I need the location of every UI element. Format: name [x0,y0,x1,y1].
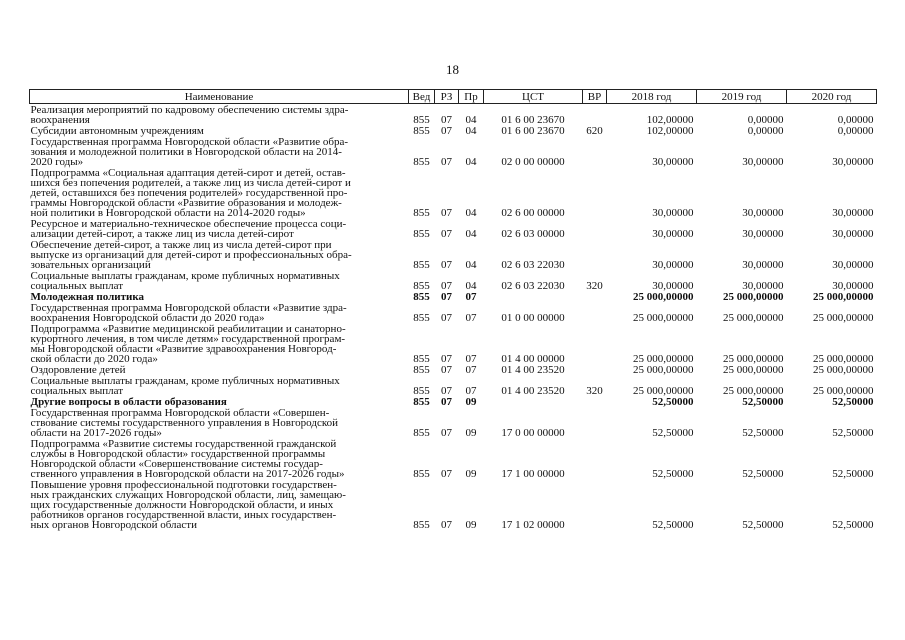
cell-2019: 52,50000 [742,468,784,480]
cell-name-line: Ресурсное и материально-техническое обеспечение процесса соци- [30,218,347,230]
cell-2020: 30,00000 [832,280,874,292]
cell-2018: 52,50000 [652,519,694,531]
table-row [30,125,877,136]
cell-2019: 30,00000 [742,259,784,271]
cell-rz: 07 [441,396,452,408]
cell-rz: 07 [441,125,452,137]
cell-pr: 07 [465,385,477,397]
cell-2020: 30,00000 [832,207,874,219]
cell-pr: 09 [465,519,477,531]
cell-pr: 09 [465,468,477,480]
cell-pr: 09 [465,396,477,408]
table-row [30,218,877,239]
table-row [30,364,877,375]
cell-cst [484,291,583,302]
cell-name-line: Подпрограмма «Развитие системы государственной гражданской [30,438,337,450]
cell-name-line: ской области до 2020 года» [30,353,158,365]
header-rz: РЗ [435,90,459,104]
cell-rz: 07 [441,291,452,303]
cell-2018: 25 000,00000 [633,364,694,376]
cell-rz: 07 [441,385,452,397]
cell-ved: 855 [413,291,430,303]
cell-ved: 855 [413,519,430,531]
header-2018: 2018 год [607,90,697,104]
cell-pr: 09 [465,427,477,439]
cell-2020: 25 000,00000 [813,364,874,376]
cell-name-line: зовательных организаций [30,259,151,271]
page-number: 18 [446,62,459,77]
cell-name-line: Государственная программа Новгородской области «Развитие здра- [30,302,347,314]
cell-name-line: детей, оставшихся без попечения родителей» государственной про- [30,187,348,199]
cell-2020: 52,50000 [832,519,874,531]
cell-2019: 25 000,00000 [723,385,784,397]
cell-rz: 07 [441,427,452,439]
cell-name-line: воохранения Новгородской области до 2020 года» [30,312,265,324]
cell-vr [583,396,607,407]
cell-ved: 855 [413,280,430,292]
table-row [30,291,877,302]
cell-name-line: Государственная программа Новгородской области «Совершен- [30,407,330,419]
cell-name-line: области на 2017-2026 годы» [30,427,162,439]
cell-2019: 30,00000 [742,280,784,292]
cell-name-line: щих государственные должности Новгородской области, и иных [30,499,334,511]
cell-name-line: курортного лечения, в том числе детям» государственной програм- [30,333,346,345]
cell-name-line: ных органов Новгородской области [30,519,197,531]
cell-2019: 25 000,00000 [723,353,784,365]
cell-vr [583,167,607,218]
header-2020: 2020 год [787,90,877,104]
cell-rz: 07 [441,312,452,324]
cell-name-line: Государственная программа Новгородской области «Развитие обра- [30,136,348,148]
cell-2020: 25 000,00000 [813,291,874,303]
cell-vr [583,239,607,270]
cell-vr [583,364,607,375]
cell-vr [583,136,607,167]
table-row [30,323,877,364]
cell-name-line: шихся без попечения родителей, а также лиц из числа детей-сирот и [30,177,351,189]
cell-2018: 102,00000 [646,114,694,126]
table-header-row [30,90,877,104]
cell-vr: 320 [586,385,603,397]
cell-2018: 30,00000 [652,156,694,168]
cell-vr [583,438,607,479]
cell-2019: 25 000,00000 [723,291,784,303]
cell-rz: 07 [441,519,452,531]
cell-rz: 07 [441,364,452,376]
cell-name-line: воохранения [30,114,90,126]
cell-rz: 07 [441,259,452,271]
cell-ved: 855 [413,468,430,480]
cell-2019: 0,00000 [747,114,784,126]
header-vr: ВР [583,90,607,104]
cell-vr [583,218,607,239]
cell-vr: 320 [586,280,603,292]
cell-name [30,438,409,479]
cell-ved: 855 [413,156,430,168]
cell-rz: 07 [441,207,452,219]
cell-name [30,270,409,291]
cell-name [30,375,409,396]
cell-name [30,136,409,167]
cell-cst: 01 0 00 00000 [501,312,565,324]
table-row [30,302,877,323]
cell-ved: 855 [413,125,430,137]
cell-pr: 07 [465,364,477,376]
cell-name-line: службы в Новгородской области» государственной программы [30,448,326,460]
cell-2019: 0,00000 [747,125,784,137]
cell-name-line: Обеспечение детей-сирот, а также лиц из числа детей-сирот при [30,239,332,251]
cell-name-line: Социальные выплаты гражданам, кроме публичных нормативных [30,375,340,387]
cell-2020: 30,00000 [832,259,874,271]
cell-2018: 25 000,00000 [633,312,694,324]
header-ved: Вед [409,90,435,104]
cell-name-line: 2020 годы» [30,156,84,168]
table-row [30,396,877,407]
cell-rz: 07 [441,353,452,365]
cell-cst: 01 4 00 23520 [501,364,565,376]
cell-2020: 0,00000 [837,114,874,126]
cell-name-line: ализации детей-сирот, а также лиц из числа детей-сирот [30,228,294,240]
header-2019: 2019 год [697,90,787,104]
cell-cst: 17 1 02 00000 [501,519,565,531]
cell-2018: 25 000,00000 [633,385,694,397]
cell-name-line: Молодежная политика [30,291,145,303]
cell-name-line: социальных выплат [30,280,124,292]
cell-2018: 102,00000 [646,125,694,137]
cell-cst: 01 4 00 00000 [501,353,565,365]
cell-name-line: Подпрограмма «Социальная адаптация детей-сирот и детей, остав- [30,167,346,179]
cell-cst: 02 6 03 22030 [501,280,565,292]
cell-name-line: граммы Новгородской области «Развитие образования и молодеж- [30,197,342,209]
cell-ved: 855 [413,427,430,439]
cell-2020: 52,50000 [832,427,874,439]
cell-name-line: Подпрограмма «Развитие медицинской реабилитации и санаторно- [30,323,346,335]
cell-name-line: ствование системы государственного управления в Новгородской [30,417,339,429]
cell-vr [583,479,607,530]
cell-name-line: Повышение уровня профессиональной подготовки государствен- [30,479,337,491]
cell-2019: 52,50000 [742,519,784,531]
cell-2019: 30,00000 [742,228,784,240]
cell-name [30,479,409,530]
cell-name-line: выпуске из организаций для детей-сирот и профессиональных обра- [30,249,352,261]
cell-2018: 30,00000 [652,259,694,271]
cell-rz: 07 [441,280,452,292]
cell-2018: 30,00000 [652,207,694,219]
table-row [30,167,877,218]
cell-vr: 620 [586,125,603,137]
cell-name-line: ственного управления в Новгородской области на 2017-2026 годы» [30,468,345,480]
cell-2018: 25 000,00000 [633,353,694,365]
cell-2020: 52,50000 [832,396,874,408]
cell-pr: 04 [465,207,477,219]
cell-2020: 0,00000 [837,125,874,137]
cell-cst: 02 0 00 00000 [501,156,565,168]
cell-2018: 25 000,00000 [633,291,694,303]
cell-vr [583,104,607,126]
cell-pr: 04 [465,125,477,137]
table-body [30,104,877,531]
cell-cst: 17 1 00 00000 [501,468,565,480]
cell-name [30,302,409,323]
cell-ved: 855 [413,353,430,365]
cell-ved: 855 [413,228,430,240]
cell-vr [583,323,607,364]
cell-cst: 01 6 00 23670 [501,125,565,137]
cell-pr: 07 [465,312,477,324]
table-row [30,136,877,167]
cell-pr: 04 [465,259,477,271]
cell-rz: 07 [441,228,452,240]
cell-2020: 30,00000 [832,156,874,168]
cell-2020: 25 000,00000 [813,353,874,365]
cell-name [30,125,409,136]
cell-name-line: Новгородской области «Совершенствование системы государ- [30,458,323,470]
cell-2020: 25 000,00000 [813,385,874,397]
cell-2018: 52,50000 [652,468,694,480]
cell-name-line: ной политики в Новгородской области на 2014-2020 годы» [30,207,306,219]
cell-pr: 04 [465,280,477,292]
cell-rz: 07 [441,114,452,126]
cell-name [30,323,409,364]
cell-name-line: социальных выплат [30,385,124,397]
cell-2019: 30,00000 [742,156,784,168]
cell-name-line: ных гражданских служащих Новгородской области, лиц, замещаю- [30,489,346,501]
cell-name [30,291,409,302]
cell-name [30,364,409,375]
cell-ved: 855 [413,207,430,219]
cell-name-line: Социальные выплаты гражданам, кроме публичных нормативных [30,270,340,282]
cell-2020: 30,00000 [832,228,874,240]
cell-name [30,104,409,126]
cell-ved: 855 [413,385,430,397]
table-row [30,375,877,396]
cell-ved: 855 [413,364,430,376]
budget-table [29,89,877,530]
cell-rz: 07 [441,468,452,480]
cell-name [30,218,409,239]
cell-2020: 52,50000 [832,468,874,480]
cell-pr: 04 [465,156,477,168]
cell-name-line: зования и молодежной политики в Новгородской области на 2014- [30,146,342,158]
cell-pr: 04 [465,228,477,240]
cell-name-line: Другие вопросы в области образования [30,396,227,408]
table-row [30,479,877,530]
cell-ved: 855 [413,396,430,408]
cell-ved: 855 [413,259,430,271]
cell-2018: 30,00000 [652,228,694,240]
cell-name [30,396,409,407]
cell-pr: 07 [465,353,477,365]
cell-cst: 01 6 00 23670 [501,114,565,126]
cell-2018: 52,50000 [652,396,694,408]
table-row [30,270,877,291]
cell-2019: 25 000,00000 [723,312,784,324]
cell-vr [583,407,607,438]
cell-cst: 17 0 00 00000 [501,427,565,439]
cell-name-line: Оздоровление детей [30,364,126,376]
cell-2019: 52,50000 [742,427,784,439]
cell-pr: 04 [465,114,477,126]
cell-name [30,239,409,270]
cell-name [30,167,409,218]
cell-cst: 02 6 03 22030 [501,259,565,271]
cell-rz: 07 [441,156,452,168]
table-row [30,104,877,126]
cell-cst: 01 4 00 23520 [501,385,565,397]
cell-vr [583,291,607,302]
cell-name-line: работников органов государственной власти, иных государствен- [30,509,337,521]
table-row [30,438,877,479]
cell-ved: 855 [413,312,430,324]
cell-name-line: мы Новгородской области «Развитие здравоохранения Новгород- [30,343,337,355]
cell-2019: 30,00000 [742,207,784,219]
cell-cst [484,396,583,407]
cell-2019: 25 000,00000 [723,364,784,376]
table-row [30,407,877,438]
cell-name-line: Реализация мероприятий по кадровому обеспечению системы здра- [30,104,349,116]
cell-2020: 25 000,00000 [813,312,874,324]
table-row [30,239,877,270]
cell-ved: 855 [413,114,430,126]
cell-name-line: Субсидии автономным учреждениям [30,125,204,137]
cell-2018: 30,00000 [652,280,694,292]
cell-2018: 52,50000 [652,427,694,439]
header-name: Наименование [30,90,409,104]
cell-pr: 07 [465,291,477,303]
header-cst: ЦСТ [484,90,583,104]
cell-2019: 52,50000 [742,396,784,408]
cell-cst: 02 6 03 00000 [501,228,565,240]
cell-name [30,407,409,438]
header-pr: Пр [459,90,484,104]
cell-vr [583,302,607,323]
cell-cst: 02 6 00 00000 [501,207,565,219]
